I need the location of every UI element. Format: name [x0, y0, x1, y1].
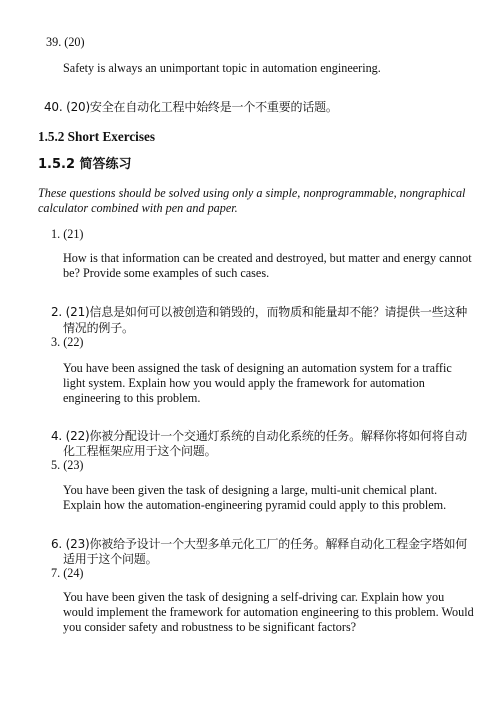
item-39-number: 39. (20) [46, 35, 85, 49]
section-heading-en: 1.5.2 Short Exercises [38, 129, 155, 144]
exercise-6-line-1: 6. (23)你被给予设计一个大型多单元化工厂的任务。解释自动化工程金字塔如何 [51, 537, 468, 551]
exercise-7-line-2: would implement the framework for automation engineering to this problem. Would [63, 605, 474, 619]
exercise-5-line-1: You have been given the task of designing a large, multi-unit chemical plant. [63, 483, 438, 497]
exercise-2-line-2: 情况的例子。 [63, 321, 134, 335]
item-40-text: 40. (20)安全在自动化工程中始终是一个不重要的话题。 [44, 100, 338, 114]
section-intro-line-1: These questions should be solved using only a simple, nonprogrammable, nongraphical [38, 186, 466, 200]
exercise-4-line-2: 化工程框架应用于这个问题。 [63, 444, 217, 458]
exercise-2-line-1: 2. (21)信息是如何可以被创造和销毁的，而物质和能量却不能？请提供一些这种 [51, 305, 468, 319]
exercise-1-line-2: be? Provide some examples of such cases. [63, 266, 270, 280]
exercise-4-line-1: 4. (22)你被分配设计一个交通灯系统的自动化系统的任务。解释你将如何将自动 [51, 429, 468, 443]
exercise-1-number: 1. (21) [51, 227, 84, 241]
exercise-3-line-2: light system. Explain how you would apply the framework for automation [63, 376, 425, 390]
exercise-5-number: 5. (23) [51, 458, 84, 472]
exercise-3-line-3: engineering to this problem. [63, 391, 201, 405]
exercise-1-line-1: How is that information can be created and destroyed, but matter and energy cannot [63, 251, 472, 265]
exercise-3-line-1: You have been assigned the task of designing an automation system for a traffic [63, 361, 452, 375]
exercise-6-line-2: 适用于这个问题。 [63, 552, 158, 566]
item-39-text: Safety is always an unimportant topic in automation engineering. [63, 61, 381, 75]
exercise-7-number: 7. (24) [51, 566, 84, 580]
exercise-3-number: 3. (22) [51, 335, 84, 349]
exercise-7-line-3: you consider safety and robustness to be significant factors? [63, 620, 357, 634]
exercise-5-line-2: Explain how the automation-engineering pyramid could apply to this problem. [63, 498, 447, 512]
section-intro-line-2: calculator combined with pen and paper. [38, 201, 238, 215]
section-heading-cn: 1.5.2 简答练习 [38, 157, 132, 172]
exercise-7-line-1: You have been given the task of designing a self-driving car. Explain how you [63, 590, 445, 604]
